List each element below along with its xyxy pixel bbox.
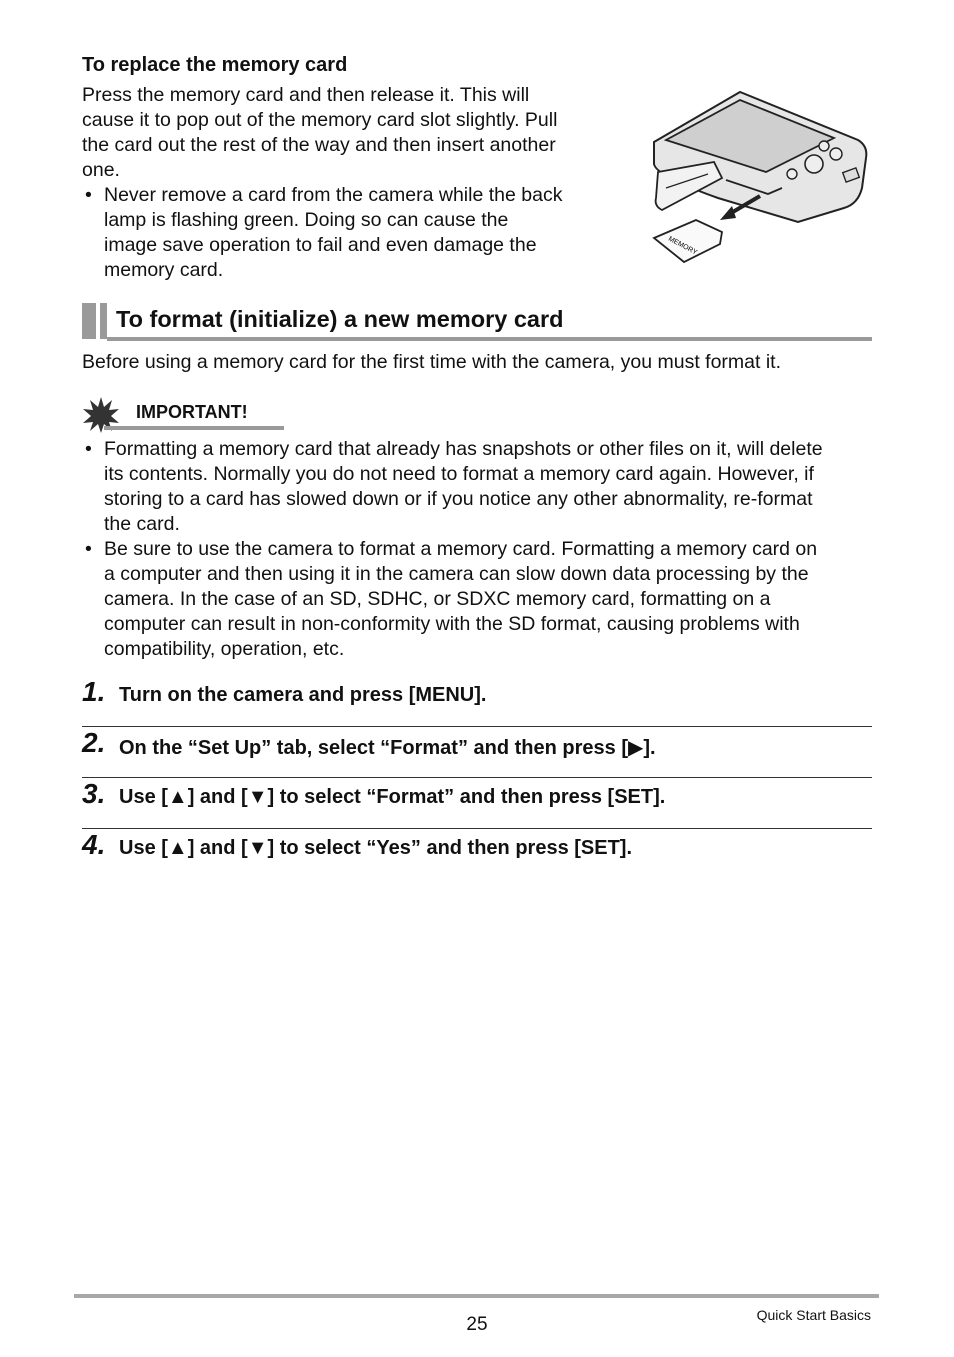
important-callout [82,396,292,434]
bullet-item [82,537,872,662]
step-text: Turn on the camera and press [MENU]. [119,684,487,706]
step-text: Use [▲] and [▼] to select “Yes” and then press [SET]. [119,837,633,859]
eject-arrow-head [720,206,736,220]
bullet-dot: • [85,184,92,206]
memory-card-shape [654,220,722,262]
step-text: Use [▲] and [▼] to select “Format” and then press [SET]. [119,786,666,808]
replace-card-warning [82,183,607,283]
important-list [82,437,872,662]
body-line: Press the memory card and then release it. This will [82,84,530,106]
replace-card-heading: To replace the memory card [82,54,348,76]
heading-bar-decoration [82,303,96,339]
important-underline [104,426,284,430]
heading-underline [107,337,872,341]
heading-bar-decoration [100,303,107,339]
format-steps [82,676,872,880]
step-number: 1. [82,676,106,707]
bullet-line: the card. [104,513,180,535]
replace-card-body [82,83,602,183]
step-text: On the “Set Up” tab, select “Format” and then press [▶]. [119,737,656,759]
camera-button-shape [805,155,823,173]
step-item [82,676,872,727]
bullet-line: image save operation to fail and even damage the [104,234,537,256]
bullet-line: its contents. Normally you do not need to format a memory card again. However, if [104,463,814,485]
camera-button-shape [819,141,829,151]
bullet-line: storing to a card has slowed down or if you notice any other abnormality, re-format [104,488,813,510]
camera-card-illustration [648,88,874,266]
bullet-line: compatibility, operation, etc. [104,638,345,660]
bullet-line: computer can result in non-conformity with the SD format, causing problems with [104,613,800,635]
footer-section-label: Quick Start Basics [756,1307,871,1323]
bullet-item [82,183,607,283]
bullet-line: a computer and then using it in the camera can slow down data processing by the [104,563,809,585]
bullet-line: Be sure to use the camera to format a memory card. Formatting a memory card on [104,538,818,560]
memory-card-label: MEMORY [667,235,699,257]
format-section-title: To format (initialize) a new memory card [116,306,564,332]
camera-button-shape [830,148,842,160]
bullet-line: Never remove a card from the camera while the back [104,184,563,206]
important-label: IMPORTANT! [136,402,248,422]
bullet-line: camera. In the case of an SD, SDHC, or SDXC memory card, formatting on a [104,588,771,610]
format-section-heading [82,303,872,341]
camera-button-shape [787,169,797,179]
step-item [82,727,872,778]
bullet-line: lamp is flashing green. Doing so can cause the [104,209,509,231]
body-line: one. [82,159,120,181]
step-number: 3. [82,778,106,809]
bullet-dot: • [85,438,92,460]
bullet-item [82,437,872,537]
step-number: 4. [82,829,106,860]
bullet-line: memory card. [104,259,224,281]
body-line: cause it to pop out of the memory card slot slightly. Pull [82,109,558,131]
step-number: 2. [82,727,106,758]
bullet-dot: • [85,538,92,560]
step-item [82,778,872,829]
body-line: the card out the rest of the way and then insert another [82,134,556,156]
footer-rule [74,1294,879,1298]
bullet-line: Formatting a memory card that already has snapshots or other files on it, will delete [104,438,823,460]
format-intro: Before using a memory card for the first time with the camera, you must format it. [82,351,782,373]
page-number: 25 [466,1314,488,1335]
step-item [82,829,872,880]
